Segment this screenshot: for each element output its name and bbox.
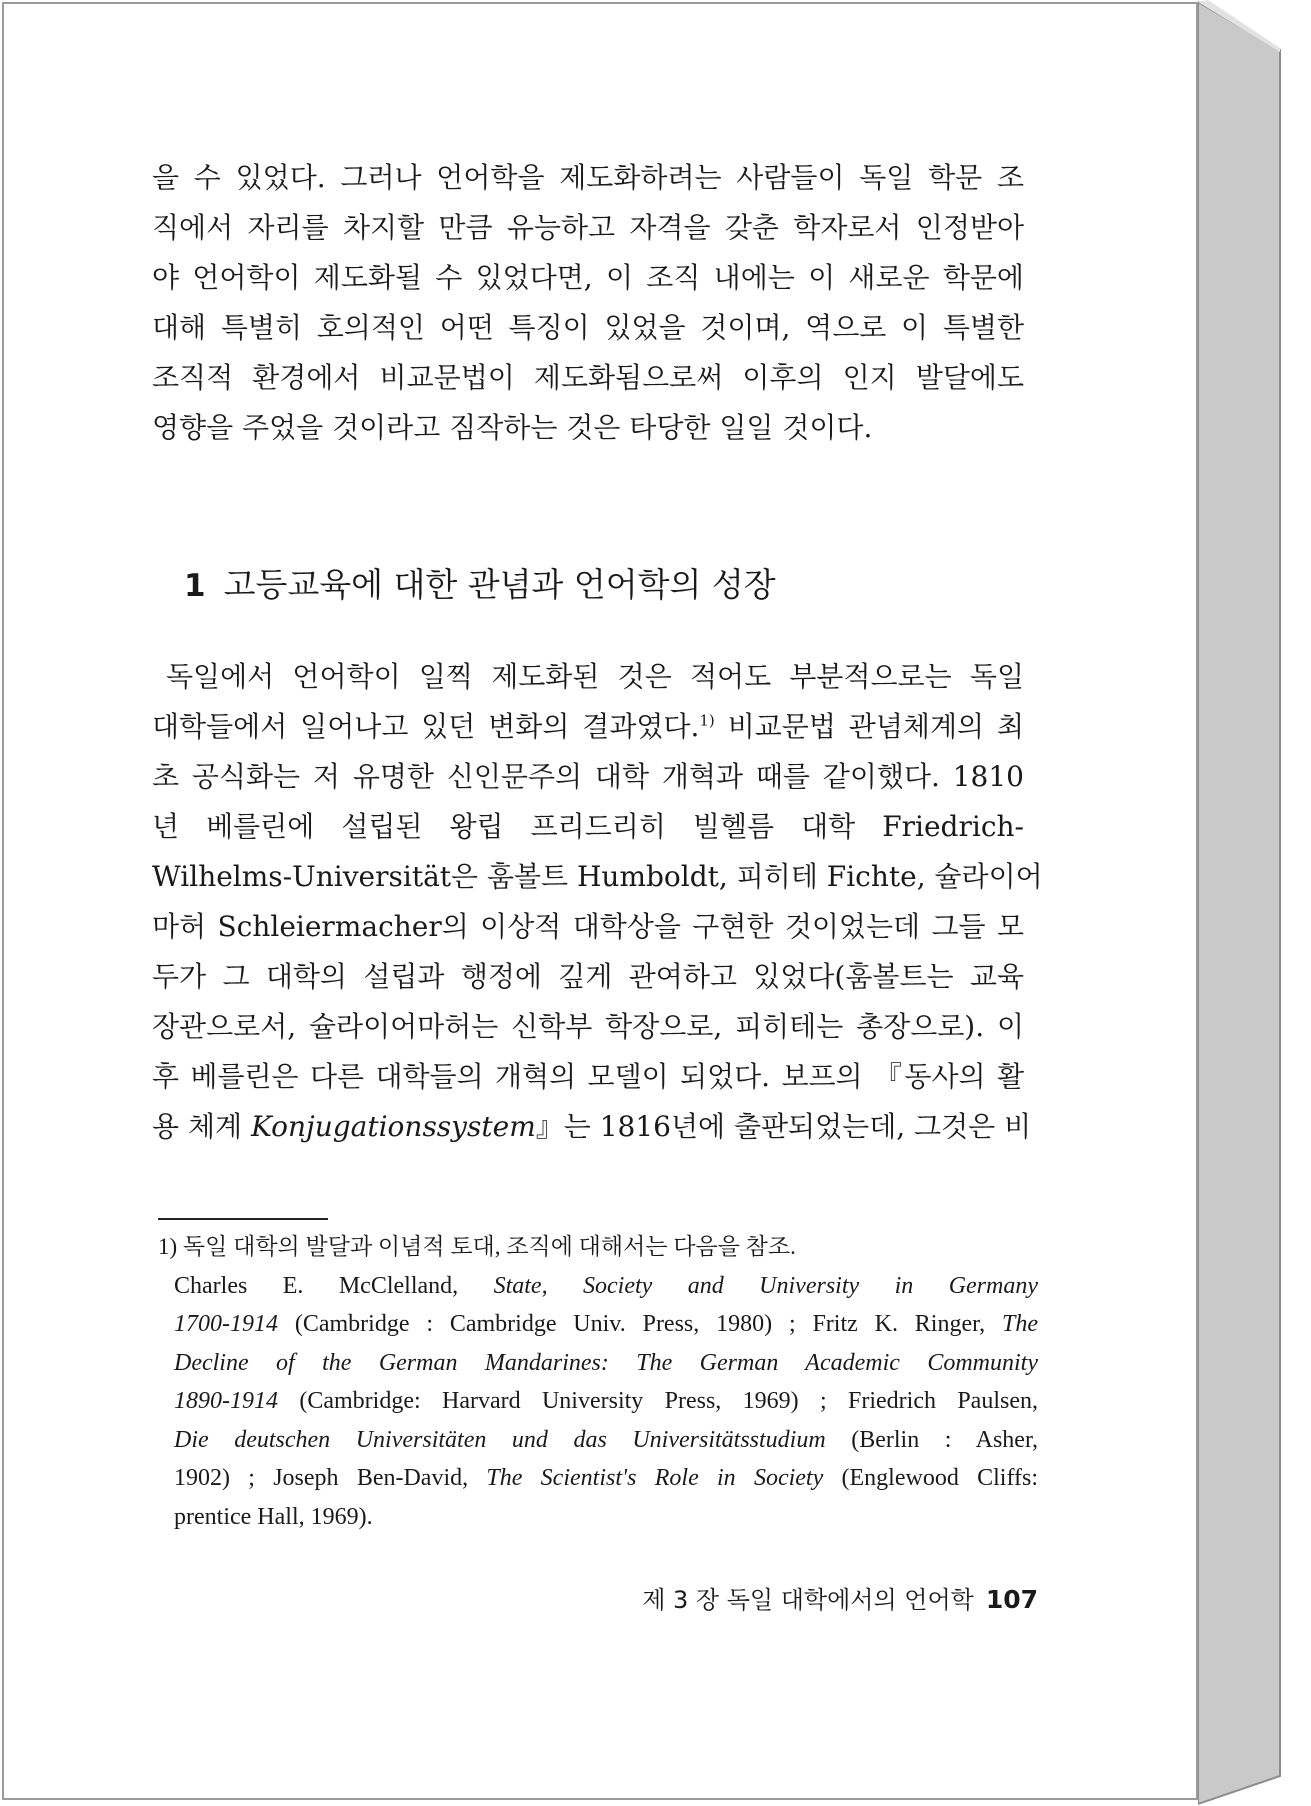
text-span: 용 체계	[152, 1110, 251, 1143]
ref-title: 1890-1914	[174, 1388, 278, 1414]
text-line: 독일에서 언어학이 일찍 제도화된 것은 적어도 부분적으로는 독일	[166, 660, 1024, 693]
text-line: 두가 그 대학의 설립과 행정에 깊게 관여하고 있었다(훔볼트는 교육	[152, 960, 1024, 993]
section-number: 1	[184, 568, 206, 604]
text-line: 후 베를린은 다른 대학들의 개혁의 모델이 되었다. 보프의 『동사의 활	[152, 1060, 1024, 1093]
reference-line	[174, 1344, 1038, 1383]
text-line	[152, 702, 1024, 752]
text-line: 조직적 환경에서 비교문법이 제도화됨으로써 이후의 인지 발달에도	[152, 361, 1024, 394]
text-line: 야 언어학이 제도화될 수 있었다면, 이 조직 내에는 이 새로운 학문에	[152, 261, 1024, 294]
reference-line	[174, 1421, 1038, 1460]
ref-text: (Cambridge: Harvard University Press, 1969) ; Friedrich Paulsen,	[278, 1388, 1038, 1414]
text-line	[152, 1102, 1032, 1152]
footnote-references	[174, 1267, 1038, 1537]
text-span: 』는 1816년에 출판되었는데, 그것은 비	[535, 1110, 1032, 1143]
ref-title: State, Society and University in Germany	[493, 1272, 1039, 1299]
footnote-rule	[158, 1218, 328, 1220]
text-line: 년 베를린에 설립된 왕립 프리드리히 빌헬름 대학 Friedrich-	[152, 810, 1024, 843]
text-line: 영향을 주었을 것이라고 짐작하는 것은 타당한 일일 것이다.	[152, 411, 873, 444]
footnote	[158, 1228, 1038, 1536]
ref-text: (Englewood Cliffs:	[823, 1465, 1039, 1491]
ref-title: 1700-1914	[174, 1311, 278, 1337]
ref-title: Die deutschen Universitäten und das Universitätsstudium	[174, 1426, 826, 1453]
ref-title: Decline of the German Mandarines: The German Academic Community	[174, 1349, 1038, 1376]
text-line: 마허 Schleiermacher의 이상적 대학상을 구현한 것이었는데 그들 모	[152, 910, 1024, 943]
text-line: 초 공식화는 저 유명한 신인문주의 대학 개혁과 때를 같이했다. 1810	[152, 760, 1024, 793]
reference-line	[174, 1382, 1038, 1421]
ref-author: Charles E. McClelland,	[174, 1272, 494, 1299]
book-edge	[1198, 0, 1311, 1806]
text-line: 장관으로서, 슐라이어마허는 신학부 학장으로, 피히테는 총장으로). 이	[152, 1010, 1024, 1043]
footnote-intro-text: 독일 대학의 발달과 이념적 토대, 조직에 대해서는 다음을 참조.	[182, 1234, 796, 1259]
ref-title: The	[1002, 1311, 1038, 1337]
text-line: Wilhelms-Universität은 훔볼트 Humboldt, 피히테 Fichte, 슐라이어	[152, 860, 1043, 893]
book-title: Konjugationssystem	[250, 1110, 536, 1143]
footnote-marker: 1)	[158, 1234, 178, 1259]
running-footer	[642, 1580, 1038, 1620]
text-line: 대해 특별히 호의적인 어떤 특징이 있었을 것이며, 역으로 이 특별한	[152, 311, 1024, 344]
reference-line: prentice Hall, 1969).	[174, 1503, 373, 1530]
section-heading	[184, 562, 776, 609]
body-paragraph-2	[152, 652, 1043, 1152]
ref-text: (Berlin : Asher,	[825, 1426, 1038, 1453]
text-line: 직에서 자리를 차지할 만큼 유능하고 자격을 갖춘 학자로서 인정받아	[152, 211, 1024, 244]
footnote-intro	[158, 1228, 1038, 1267]
text-span: 대학들에서 일어나고 있던 변화의 결과였다.	[152, 710, 700, 743]
ref-text: 1902) ; Joseph Ben-David,	[174, 1465, 487, 1491]
text-line: 을 수 있었다. 그러나 언어학을 제도화하려는 사람들이 독일 학문 조	[152, 161, 1024, 194]
body-paragraph-1	[152, 153, 1024, 453]
section-title: 고등교육에 대한 관념과 언어학의 성장	[223, 565, 776, 604]
ref-title: The Scientist's Role in Society	[486, 1465, 824, 1491]
chapter-title: 제 3 장 독일 대학에서의 언어학	[642, 1586, 974, 1614]
text-span: 비교문법 관념체계의 최	[714, 710, 1024, 743]
reference-line	[174, 1459, 1038, 1498]
ref-text: (Cambridge : Cambridge Univ. Press, 1980) ; Fritz K. Ringer,	[278, 1311, 1002, 1337]
reference-line	[174, 1305, 1038, 1344]
reference-line	[174, 1267, 1038, 1306]
page-number: 107	[985, 1585, 1038, 1614]
footnote-ref[interactable]: 1)	[699, 711, 715, 730]
